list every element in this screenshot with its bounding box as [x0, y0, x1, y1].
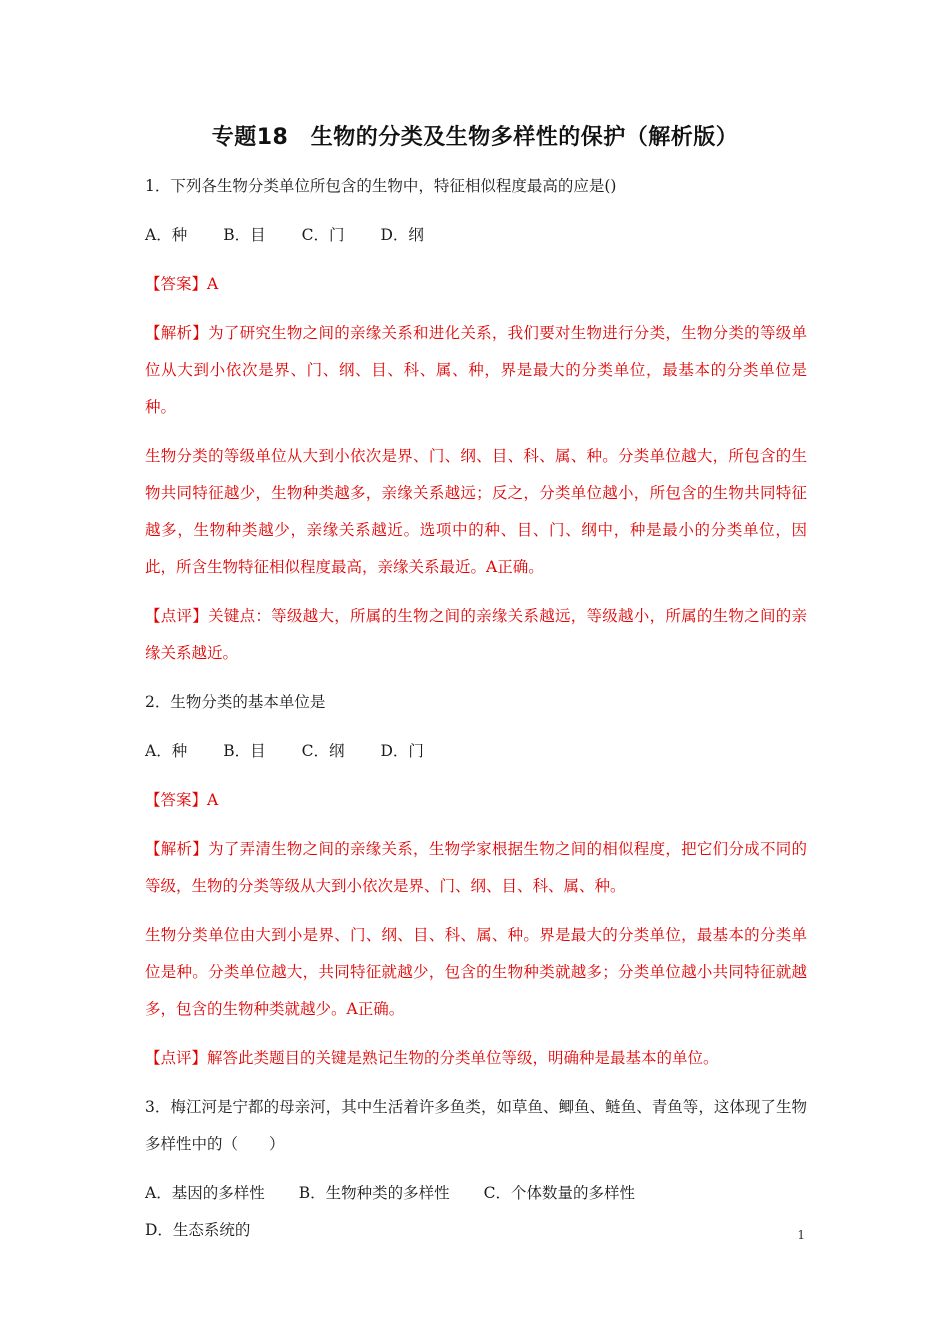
question-1-analysis-detail: 生物分类的等级单位从大到小依次是界、门、纲、目、科、属、种。分类单位越大，所包含的生物共同特征越少，生物种类越多，亲缘关系越远；反之，分类单位越小，所包含的生物共同特征越多，生物种类越少，亲缘关系越近。选项中的种、目、门、纲中，种是最小的分类单位，因此，所含生物特征相似程度最高，亲缘关系最近。A正确。: [145, 447, 807, 576]
document-body: [145, 168, 807, 1261]
comment-label: 【点评】: [145, 607, 209, 625]
page-number: 1: [797, 1228, 805, 1242]
option: D．纲: [380, 226, 424, 244]
question-2-analysis: [145, 831, 807, 905]
option: B．目: [223, 226, 266, 244]
option: C．门: [301, 226, 345, 244]
comment-text: 解答此类题目的关键是熟记生物的分类单位等级，明确种是最基本的单位。: [207, 1049, 719, 1067]
option: C．纲: [301, 742, 345, 760]
question-3-options: [145, 1175, 807, 1249]
analysis-text: 为了研究生物之间的亲缘关系和进化关系，我们要对生物进行分类，生物分类的等级单位从大到小依次是界、门、纲、目、科、属、种，界是最大的分类单位，最基本的分类单位是种。: [145, 324, 807, 416]
analysis-label: 【解析】: [145, 840, 209, 858]
option: B．生物种类的多样性: [298, 1184, 450, 1202]
answer-value: A: [207, 275, 219, 293]
answer-label: 【答案】: [145, 791, 208, 809]
question-2-answer: [145, 782, 807, 819]
question-1-analysis: [145, 315, 807, 426]
option: B．目: [223, 742, 266, 760]
question-1-text: 1．下列各生物分类单位所包含的生物中，特征相似程度最高的应是(): [145, 177, 617, 195]
question-1-options: [145, 217, 807, 254]
question-2-options: [145, 733, 807, 770]
option: A．种: [145, 226, 188, 244]
analysis-text: 为了弄清生物之间的亲缘关系，生物学家根据生物之间的相似程度，把它们分成不同的等级，生物的分类等级从大到小依次是界、门、纲、目、科、属、种。: [145, 840, 807, 895]
comment-label: 【点评】: [145, 1049, 208, 1067]
question-2-analysis-detail: 生物分类单位由大到小是界、门、纲、目、科、属、种。界是最大的分类单位，最基本的分类单位是种。分类单位越大，共同特征就越少，包含的生物种类就越多；分类单位越小共同特征就越多，包含的生物种类就越少。A正确。: [145, 926, 807, 1018]
option: A．种: [145, 742, 188, 760]
page-title: 专题18 生物的分类及生物多样性的保护（解析版）: [211, 125, 739, 150]
question-3-text: 3．梅江河是宁都的母亲河，其中生活着许多鱼类，如草鱼、鲫鱼、鲢鱼、青鱼等，这体现了生物多样性中的（ ）: [145, 1098, 807, 1153]
analysis-label: 【解析】: [145, 324, 209, 342]
question-1-comment: [145, 598, 807, 672]
answer-label: 【答案】: [145, 275, 208, 293]
comment-text: 关键点：等级越大，所属的生物之间的亲缘关系越远，等级越小，所属的生物之间的亲缘关系越近。: [145, 607, 807, 662]
option: C．个体数量的多样性: [483, 1184, 635, 1202]
option: A．基因的多样性: [145, 1184, 265, 1202]
question-1-answer: [145, 266, 807, 303]
question-2-comment: [145, 1040, 807, 1077]
option: D．生态系统的: [145, 1221, 251, 1239]
option: D．门: [380, 742, 424, 760]
answer-value: A: [207, 791, 219, 809]
question-2-text: 2．生物分类的基本单位是: [145, 693, 326, 711]
